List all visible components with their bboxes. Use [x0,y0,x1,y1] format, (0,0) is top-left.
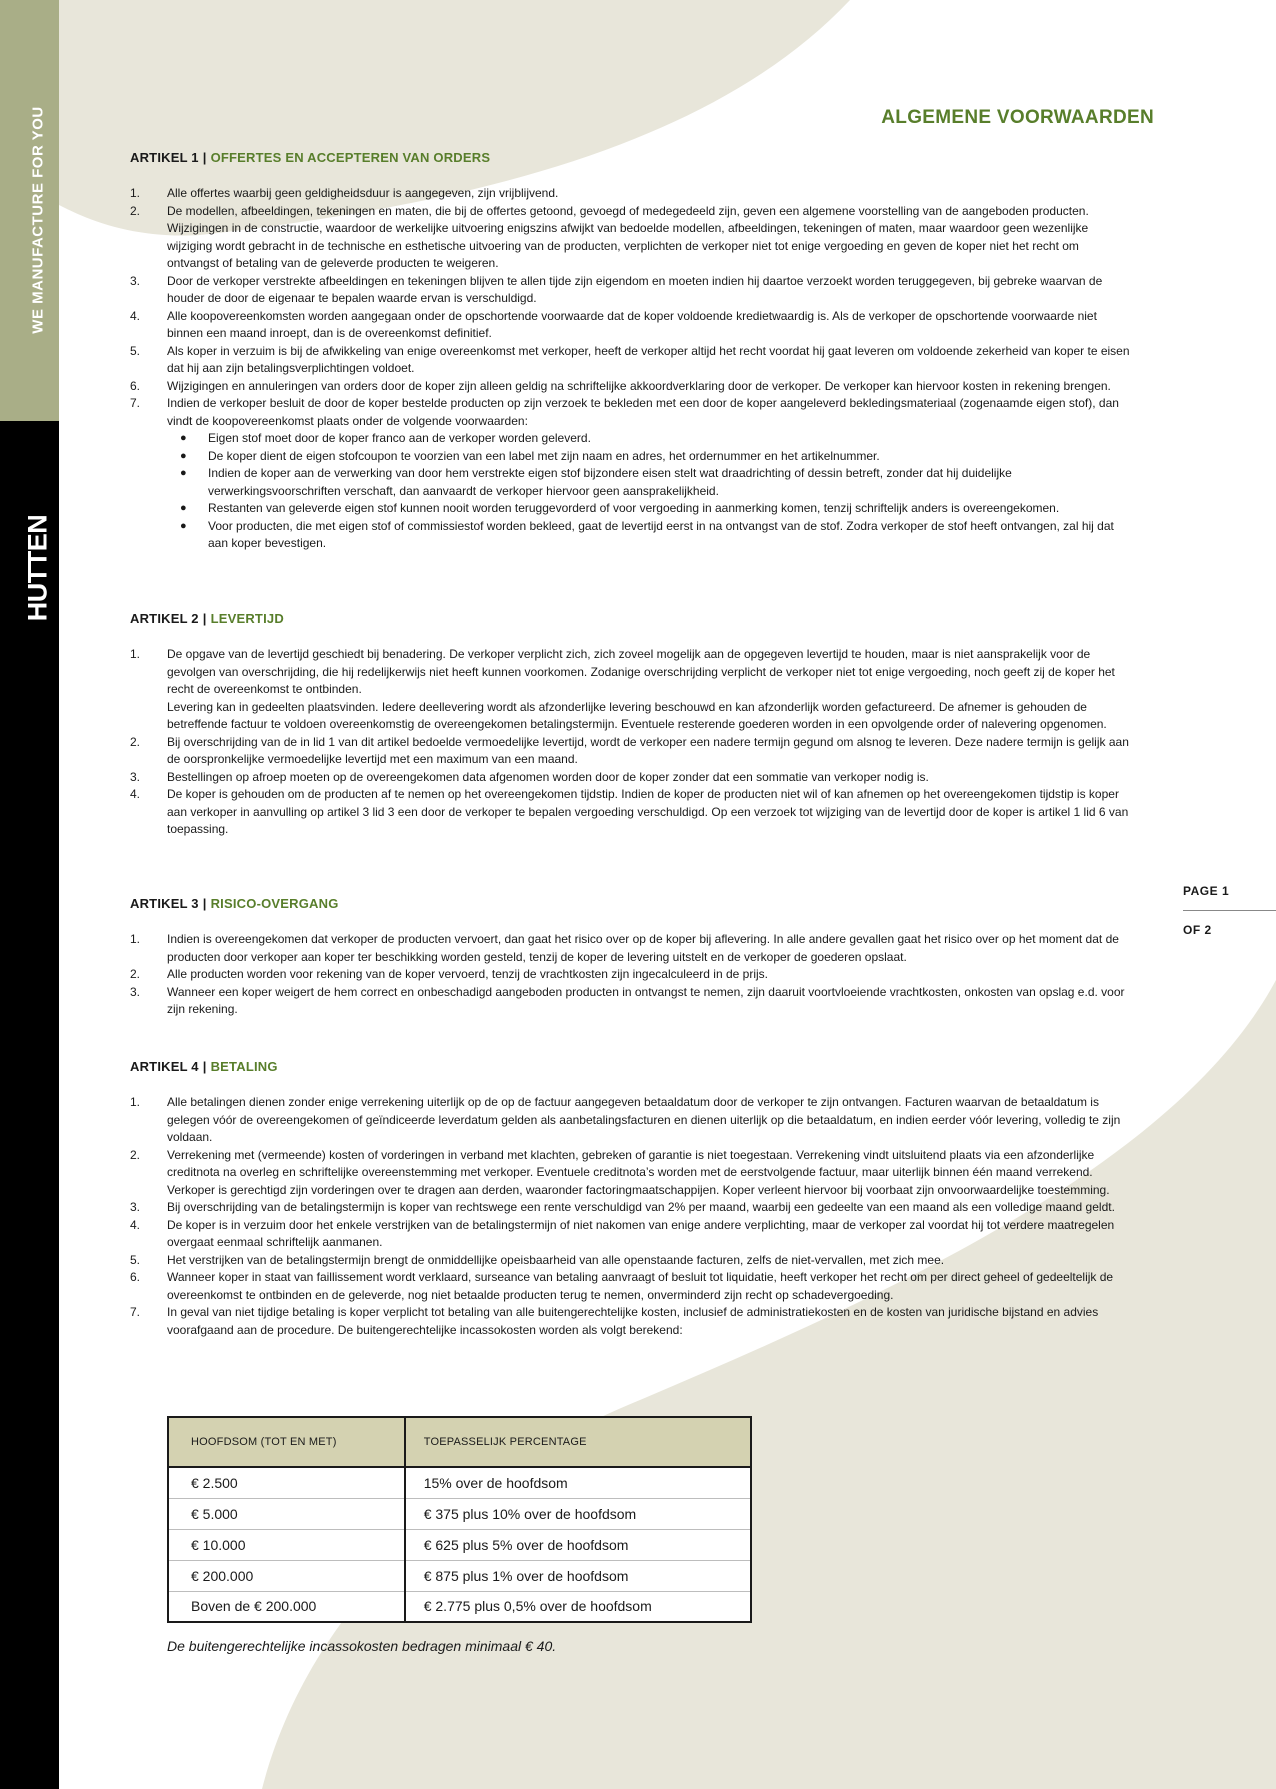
article-1-heading: ARTIKEL 1 | OFFERTES EN ACCEPTEREN VAN ORDERS [130,150,491,165]
list-item: 2. Verrekening met (vermeende) kosten of vorderingen in verband met klachten, gebreken of garantie is niet toegestaan. Verrekening vindt uitsluitend plaats via een afzonderlijke creditnota na overleg en schriftelijke overeenstemming met verkoper. Eventuele creditnota’s worden met de eerstvolgende factuur, maar uiterlijk binnen één maand verrekend. Verkoper is gerechtigd zijn vorderingen over te dragen aan derden, waaronder factoringmaatschappijen. Koper verleent hiervoor bij voorbaat zijn onvoorwaardelijke toestemming. [130,1147,1110,1197]
article-label: ARTIKEL 2 [130,611,199,626]
article-label: ARTIKEL 3 [130,896,199,911]
bullet-item: ● De koper dient de eigen stofcoupon te voorzien van een label met zijn naam en adres, het ordernummer en het artikelnummer. [180,448,880,463]
list-item: 2. De modellen, afbeeldingen, tekeningen en maten, die bij de offertes getoond, gevoegd of medegedeeld zijn, geven een algemene voorstelling van de aangeboden producten. Wijzigingen in de constructie, waardoor de werkelijke uitvoering enigszins afwijkt van bedoelde modellen, afbeeldingen, tekeningen of maten, maar waardoor geen wezenlijke wijziging wordt gebracht in de technische en esthetische uitvoering van de producten, verplichten de verkoper niet tot enige vergoeding en geven de koper niet het recht om ontvangst of betaling van de geleverde producten te weigeren. [130,203,1089,270]
bullet-item: ● Eigen stof moet door de koper franco aan de verkoper worden geleverd. [180,431,591,445]
table-row [168,1560,751,1591]
page-total: OF 2 [1183,923,1212,937]
bullet-item: ● Voor producten, die met eigen stof of commissiestof worden bekleed, gaat de levertijd eerst in na ontvangst van de stof. Zodra verkoper de stof heeft ontvangen, zal hij dat aan koper bevestigen. [180,518,1114,550]
sidebar-tagline: WE MANUFACTURE FOR YOU [29,106,47,334]
article-title: OFFERTES EN ACCEPTEREN VAN ORDERS [210,150,491,165]
table-footnote: De buitengerechtelijke incassokosten bedragen minimaal € 40. [167,1638,557,1654]
document-body [130,0,1154,1789]
brand-logo-text: HUTTEN [22,514,53,622]
article-2-list [130,646,1130,839]
table-header-cell: TOEPASSELIJK PERCENTAGE [405,1417,751,1467]
table-row [168,1529,751,1560]
list-item: 1. Alle offertes waarbij geen geldigheidsduur is aangegeven, zijn vrijblijvend. [130,186,559,200]
table-cell: Boven de € 200.000 [168,1591,405,1622]
list-item: 4. Alle koopovereenkomsten worden aangegaan onder de opschortende voorwaarde dat de koper voldoende kredietwaardig is. Als de verkoper de opschortende voorwaarde niet binnen een maand inroept, dan is de overeenkomst definitief. [130,308,1097,340]
page-number: PAGE 1 [1183,884,1230,898]
bullet-item: ● Restanten van geleverde eigen stof kunnen nooit worden teruggevorderd of voor vergoeding in aanmerking komen, tenzij schriftelijk anders is overeengekomen. [180,501,1060,515]
document-title: ALGEMENE VOORWAARDEN [881,107,1154,128]
list-item: 7. Indien de verkoper besluit de door de koper bestelde producten op zijn verzoek te bekleden met een door de koper aangeleverd bekledingsmateriaal (zogenaamde eigen stof), dan vindt de koopovereenkomst plaats onder de volgende voorwaarden: ● Eigen stof moet door de koper franco aan de verkoper worden geleverd. ● De koper dient de eigen stofcoupon te voorzien van een label met zijn naam en adres, het ordernummer en het artikelnummer. ● Indien de koper aan de verwerking van door hem verstrekte eigen stof bijzondere eisen stelt wat draadrichting of dessin betreft, zonder dat hij duidelijke verwerkingsvoorschriften verschaft, dan aanvaardt de verkoper hiervoor geen aansprakelijkheid. ● Restanten van geleverde eigen stof kunnen nooit worden teruggevorderd of voor vergoeding in aanmerking komen, tenzij schriftelijk anders is overeengekomen. ● Voor producten, die met eigen stof of commissiestof worden bekleed, gaat de levertijd eerst in na ontvangst van de stof. Zodra verkoper de stof heeft ontvangen, zal hij dat aan koper bevestigen. [130,395,1130,553]
article-label: ARTIKEL 4 [130,1059,199,1074]
table-header-cell: HOOFDSOM (TOT EN MET) [168,1417,405,1467]
table-cell: € 2.775 plus 0,5% over de hoofdsom [405,1591,751,1622]
list-item: 3. Bestellingen op afroep moeten op de overeengekomen data afgenomen worden door de koper zonder dat een sommatie van verkoper nodig is. [130,769,929,784]
list-item: 7. In geval van niet tijdige betaling is koper verplicht tot betaling van alle buitengerechtelijke kosten, inclusief de administratiekosten en de kosten van juridische bijstand en advies voorafgaand aan de procedure. De buitengerechtelijke incassokosten worden als volgt berekend: [130,1305,1099,1337]
list-item: 2. Bij overschrijding van de in lid 1 van dit artikel bedoelde vermoedelijke levertijd, wordt de verkoper een nadere termijn gegund om alsnog te leveren. Deze nadere termijn is gelijk aan de oorspronkelijke vermoedelijke levertijd met een maximum van een maand. [130,734,1129,766]
list-item: 4. De koper is gehouden om de producten af te nemen op het overeengekomen tijdstip. Indien de koper de producten niet wil of kan afnemen op het overeengekomen tijdstip is koper aan verkoper in aanvulling op artikel 3 lid 3 een door de verkoper te bepalen vergoeding verschuldigd. Op een verzoek tot wijziging van de levertijd door de koper is artikel 1 lid 6 van toepassing. [130,787,1129,836]
bullet-list [167,430,1130,553]
list-item: 6. Wanneer koper in staat van faillissement wordt verklaard, surseance van betaling aanvraagt of besluit tot liquidatie, heeft verkoper het recht om per direct geheel of gedeeltelijk de overeenkomst te ontbinden en de geleverde, nog niet betaalde producten terug te nemen, onverminderd zijn recht op schadevergoeding. [130,1270,1114,1302]
list-item: 1. Indien is overeengekomen dat verkoper de producten vervoert, dan gaat het risico over op de koper bij aflevering. In alle andere gevallen gaat het risico over op het moment dat de producten door verkoper aan koper ter beschikking worden gesteld, tenzij de koper de levering uitstelt en de verkoper de goederen opslaat. [130,932,1119,964]
article-4-list [130,1094,1130,1339]
article-4-heading: ARTIKEL 4 | BETALING [130,1059,278,1074]
article-title: LEVERTIJD [210,611,284,626]
article-1-list [130,185,1130,553]
table-header-row [168,1417,751,1467]
list-item: 6. Wijzigingen en annuleringen van orders door de koper zijn alleen geldig na schriftelijke akkoordverklaring door de verkoper. De verkoper kan hiervoor kosten in rekening brengen. [130,378,1111,393]
table-row [168,1591,751,1622]
table-row [168,1498,751,1529]
collection-costs-table [167,1416,752,1623]
article-3-heading: ARTIKEL 3 | RISICO-OVERGANG [130,896,339,911]
list-item: 3. Wanneer een koper weigert de hem correct en onbeschadigd aangeboden producten in ontvangst te nemen, zijn daaruit voortvloeiende vrachtkosten, onkosten van opslag e.d. voor zijn rekening. [130,984,1125,1016]
table-cell: € 375 plus 10% over de hoofdsom [405,1498,751,1529]
list-item: 5. Als koper in verzuim is bij de afwikkeling van enige overeenkomst met verkoper, heeft de verkoper altijd het recht voordat hij gaat leveren om voldoende zekerheid van koper te eisen dat hij aan zijn betalingsverplichtingen voldoet. [130,343,1130,375]
article-2-heading: ARTIKEL 2 | LEVERTIJD [130,611,284,626]
table-cell: € 2.500 [168,1467,405,1498]
sidebar-bottom-panel [0,421,59,1789]
table-cell: € 875 plus 1% over de hoofdsom [405,1560,751,1591]
list-item: 1. De opgave van de levertijd geschiedt bij benadering. De verkoper verplicht zich, zich zoveel mogelijk aan de opgegeven levertijd te houden, maar is niet aansprakelijk voor de gevolgen van overschrijding, die hij redelijkerwijs niet heeft kunnen voorkomen. Zodanige overschrijding verplicht de verkoper niet tot enige vergoeding, noch geeft zij de koper het recht de overeenkomst te ontbinden. Levering kan in gedeelten plaatsvinden. Iedere deellevering wordt als afzonderlijke levering beschouwd en kan afzonderlijk worden gefactureerd. De afnemer is gehouden de betreffende factuur te voldoen overeenkomstig de overeengekomen betalingstermijn. Eventuele resterende goederen worden in een opvolgende order of nalevering opgenomen. [130,647,1115,731]
article-title: BETALING [210,1059,278,1074]
table-cell: 15% over de hoofdsom [405,1467,751,1498]
table-cell: € 200.000 [168,1560,405,1591]
list-item: 1. Alle betalingen dienen zonder enige verrekening uiterlijk op de op de factuur aangegeven betaaldatum door de verkoper te zijn ontvangen. Facturen waarvan de betaaldatum is gelegen vóór de overeengekomen of geïndiceerde leverdatum gelden als aanbetalingsfacturen en dienen uiterlijk op die betaaldatum, en indien eerder vóór levering, volledig te zijn voldaan. [130,1095,1121,1144]
list-item: 5. Het verstrijken van de betalingstermijn brengt de onmiddellijke opeisbaarheid van alle openstaande facturen, zelfs de niet-vervallen, met zich mee. [130,1252,945,1267]
list-item: 2. Alle producten worden voor rekening van de koper vervoerd, tenzij de vrachtkosten zijn ingecalculeerd in de prijs. [130,967,769,981]
table-cell: € 5.000 [168,1498,405,1529]
article-label: ARTIKEL 1 [130,150,199,165]
list-item: 4. De koper is in verzuim door het enkele verstrijken van de betalingstermijn of niet nakomen van enige andere verplichting, maar de verkoper zal voordat hij tot verdere maatregelen overgaat eenmaal schriftelijk aanmanen. [130,1217,1115,1249]
table-cell: € 10.000 [168,1529,405,1560]
article-title: RISICO-OVERGANG [210,896,339,911]
list-item: 3. Door de verkoper verstrekte afbeeldingen en tekeningen blijven te allen tijde zijn eigendom en moeten indien hij daartoe verzoekt worden teruggegeven, bij gebreke waarvan de houder de door de eigenaar te bepalen waarde ervan is verschuldigd. [130,273,1103,305]
article-3-list [130,931,1130,1019]
page-indicator [1183,884,1276,937]
list-item: 3. Bij overschrijding van de betalingstermijn is koper van rechtswege een rente verschuldigd van 2% per maand, waarbij een gedeelte van een maand als een volledige maand geldt. [130,1200,1115,1214]
table-cell: € 625 plus 5% over de hoofdsom [405,1529,751,1560]
bullet-item: ● Indien de koper aan de verwerking van door hem verstrekte eigen stof bijzondere eisen stelt wat draadrichting of dessin betreft, zonder dat hij duidelijke verwerkingsvoorschriften verschaft, dan aanvaardt de verkoper hiervoor geen aansprakelijkheid. [180,466,1012,498]
page-divider [1183,910,1276,911]
table-row [168,1467,751,1498]
